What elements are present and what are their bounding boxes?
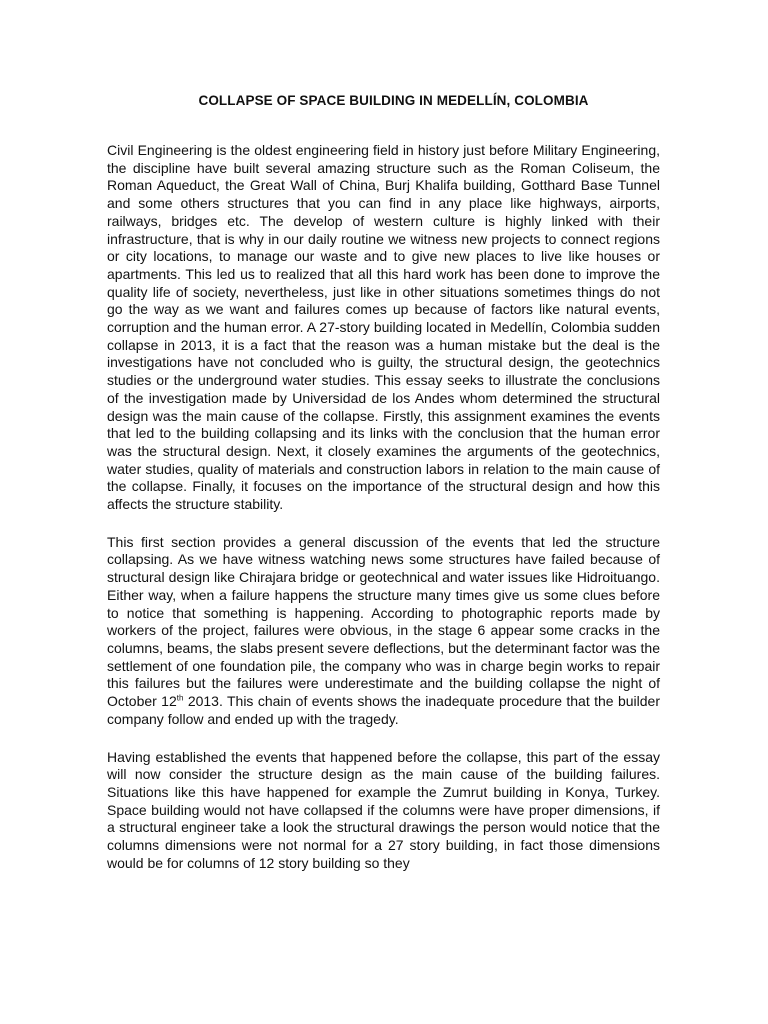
paragraph-events-text: This first section provides a general discussion of the events that led the structure collapsing. As we have witness watching news some structures have failed because of structural design like Chirajara bridge or geotechnical and water issues like Hidroituango. Either way, when a failure happens the structure many times give us some clues before to notice that something is happening. According to photographic reports made by workers of the project, failures were obvious, in the stage 6 appear some cracks in the columns, beams, the slabs present severe deflections, but the determinant factor was the settlement of one foundation pile, the company who was in charge begin works to repair this failures but the failures were underestimate and the building collapse the night of October 12: [107, 533, 660, 710]
ordinal-suffix: th: [176, 693, 184, 703]
paragraph-events-text-continued: 2013. This chain of events shows the inadequate procedure that the builder company follow and ended up with the tragedy.: [107, 693, 660, 727]
paragraph-events: [107, 534, 660, 729]
document-title: COLLAPSE OF SPACE BUILDING IN MEDELLÍN, COLOMBIA: [198, 93, 589, 108]
paragraph-structural-design: Having established the events that happened before the collapse, this part of the essay will now consider the structure design as the main cause of the building failures. Situations like this have happened for example the Zumrut building in Konya, Turkey. Space building would not have collapsed if the columns were have proper dimensions, if a structural engineer take a look the structural drawings the person would notice that the columns dimensions were not normal for a 27 story building, in fact those dimensions would be for columns of 12 story building so they: [107, 748, 660, 871]
paragraph-introduction: Civil Engineering is the oldest engineering field in history just before Military Engineering, the discipline have built several amazing structure such as the Roman Coliseum, the Roman Aqueduct, the Great Wall of China, Burj Khalifa building, Gotthard Base Tunnel and some others structures that you can find in any place like highways, airports, railways, bridges etc. The develop of western culture is highly linked with their infrastructure, that is why in our daily routine we witness new projects to connect regions or city locations, to manage our waste and to give new places to live like houses or apartments. This led us to realized that all this hard work has been done to improve the quality life of society, nevertheless, just like in other situations sometimes things do not go the way as we want and failures comes up because of factors like natural events, corruption and the human error. A 27-story building located in Medellín, Colombia sudden collapse in 2013, it is a fact that the reason was a human mistake but the deal is the investigations have not concluded who is guilty, the structural design, the geotechnics studies or the underground water studies. This essay seeks to illustrate the conclusions of the investigation made by Universidad de los Andes whom determined the structural design was the main cause of the collapse. Firstly, this assignment examines the events that led to the building collapsing and its links with the conclusion that the human error was the structural design. Next, it closely examines the arguments of the geotechnics, water studies, quality of materials and construction labors in relation to the main cause of the collapse. Finally, it focuses on the importance of the structural design and how this affects the structure stability.: [107, 142, 660, 513]
document-page: [107, 92, 660, 872]
